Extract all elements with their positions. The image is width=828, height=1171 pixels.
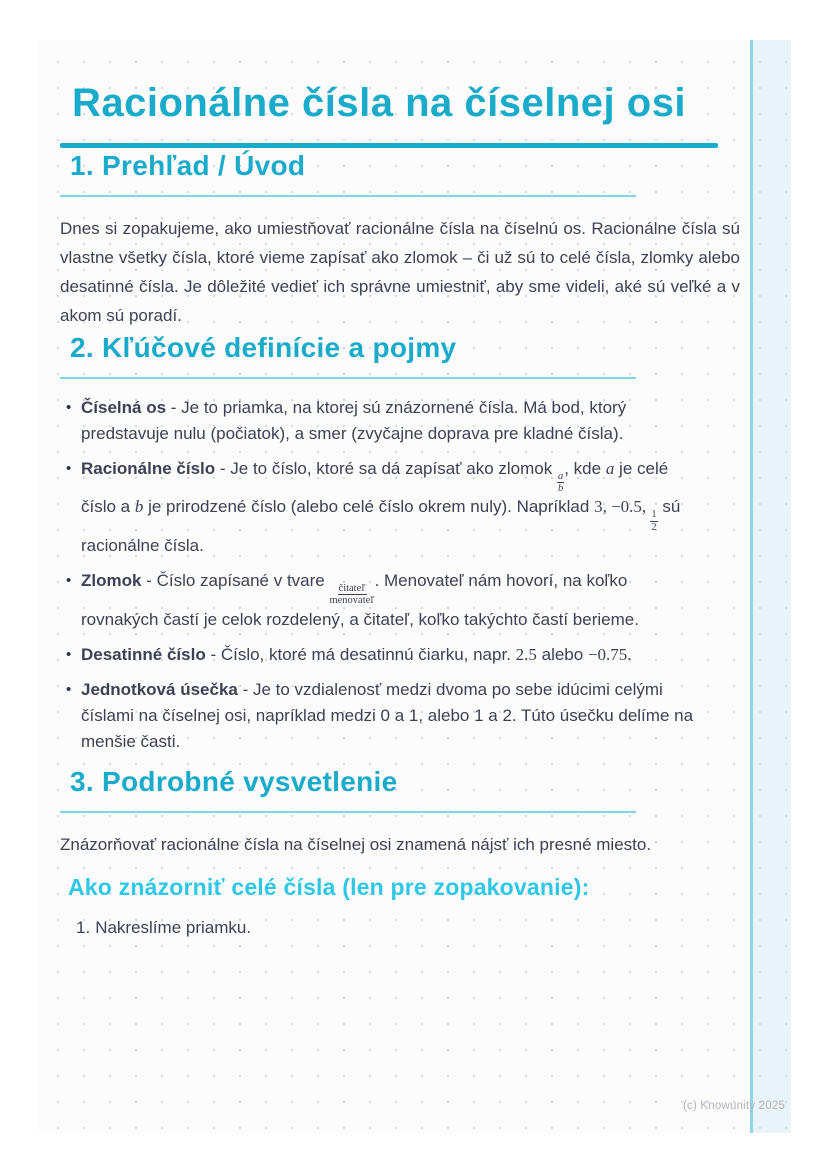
fraction-denominator: 2 xyxy=(651,521,657,533)
bullet-icon: • xyxy=(66,459,72,477)
document-page xyxy=(38,40,791,1133)
section-3-paragraph: Znázorňovať racionálne čísla na číselnej osi znamená nájsť ich presné miesto. xyxy=(60,834,652,854)
fraction-denominator: b xyxy=(557,483,564,495)
step-text: Nakreslíme priamku. xyxy=(95,917,252,937)
bullet-icon: • xyxy=(66,572,72,590)
definition-separator: - xyxy=(237,679,253,699)
section-heading-2: 2. Kľúčové definície a pojmy xyxy=(70,331,457,363)
page-title: Racionálne čísla na číselnej osi xyxy=(72,81,687,125)
definition-separator: - xyxy=(215,458,231,478)
definition-body xyxy=(81,568,740,633)
fraction-numerator: a xyxy=(557,470,564,482)
step-item xyxy=(76,915,740,941)
section-divider-2 xyxy=(60,377,636,379)
section-heading-3: 3. Podrobné vysvetlenie xyxy=(70,765,398,797)
definition-body xyxy=(81,456,740,559)
definition-item-jednotkova-usecka xyxy=(66,677,740,755)
math-variable-a: a xyxy=(605,458,615,478)
fraction-one-half xyxy=(650,509,657,533)
definition-term: Desatinné číslo xyxy=(81,644,206,664)
definition-text: Je to vzdialenosť medzi dvoma po sebe idúcimi celými číslami na číselnej osi, napríklad medzi 0 a 1, alebo 1 a 2. Túto úsečku delíme na menšie časti. xyxy=(81,679,694,751)
section-1-paragraph: Dnes si zopakujeme, ako umiestňovať racionálne čísla na číselnú os. Racionálne čísla sú vlastne všetky čísla, ktoré vieme zapísať ako zlomok – či už sú to celé čísla, zlomky alebo desatinné čísla. Je dôležité vedieť ich správne umiestniť, aby sme videli, aké sú veľké a v akom sú poradí. xyxy=(60,218,740,325)
definition-separator: - xyxy=(141,571,157,591)
step-list xyxy=(60,915,740,941)
fraction-denominator: menovateľ xyxy=(329,595,375,607)
definition-text: Číslo, ktoré má desatinnú čiarku, napr. xyxy=(220,644,516,664)
definition-item-desatinne-cislo xyxy=(66,642,740,668)
definition-body xyxy=(81,677,740,755)
definition-item-ciselna-os xyxy=(66,395,740,447)
definition-body xyxy=(81,642,740,668)
definition-item-zlomok xyxy=(66,568,740,633)
definition-text: Je to priamka, na ktorej sú znázornené čísla. Má bod, ktorý predstavuje nulu (počiatok), a smer (zvyčajne doprava pre kladné čísla). xyxy=(81,397,627,443)
definition-term: Jednotková úsečka xyxy=(81,679,238,699)
definition-text: , kde xyxy=(564,458,606,478)
math-numbers: −0.75. xyxy=(587,644,632,664)
sub-heading-celé-čísla: Ako znázorniť celé čísla (len pre zopakovanie): xyxy=(68,873,590,900)
definition-text: sú racionálne čísla. xyxy=(81,497,681,556)
definition-text: Číslo zapísané v tvare xyxy=(156,571,330,591)
fraction-citatel-menovatel xyxy=(329,583,374,607)
math-numbers: 3, −0.5, xyxy=(594,497,651,517)
definition-body xyxy=(81,395,740,447)
definition-text: je prirodzené číslo (alebo celé číslo okrem nuly). Napríklad xyxy=(143,497,595,517)
definition-item-racionalne-cislo xyxy=(66,456,740,559)
definition-text: Je to číslo, ktoré sa dá zapísať ako zlomok xyxy=(230,458,557,478)
bullet-icon: • xyxy=(66,680,72,698)
right-accent-strip xyxy=(750,40,791,1133)
math-variable-b: b xyxy=(134,497,144,517)
section-divider-3 xyxy=(60,811,636,813)
definition-term: Číselná os xyxy=(81,397,167,417)
definition-separator: - xyxy=(166,397,182,417)
definition-text: . Menovateľ nám hovorí, na koľko rovnakých častí je celok rozdelený, a čitateľ, koľko takýchto častí berieme. xyxy=(81,571,639,629)
section-divider-1 xyxy=(60,195,636,197)
step-number: 1. xyxy=(76,917,91,937)
bullet-icon: • xyxy=(66,645,72,663)
definition-separator: - xyxy=(205,644,221,664)
document-content xyxy=(60,40,740,941)
definition-text: je celé číslo a xyxy=(81,458,669,517)
definition-list xyxy=(60,395,740,755)
definition-text: alebo xyxy=(536,644,588,664)
math-numbers: 2.5 xyxy=(515,644,537,664)
bullet-icon: • xyxy=(66,398,72,416)
watermark: (c) Knowunity 2025 xyxy=(683,1100,786,1112)
definition-term: Racionálne číslo xyxy=(81,458,216,478)
definition-term: Zlomok xyxy=(81,571,142,591)
section-heading-1: 1. Prehľad / Úvod xyxy=(70,149,306,181)
fraction-numerator: 1 xyxy=(651,509,657,521)
fraction-numerator: čitateľ xyxy=(338,583,366,595)
